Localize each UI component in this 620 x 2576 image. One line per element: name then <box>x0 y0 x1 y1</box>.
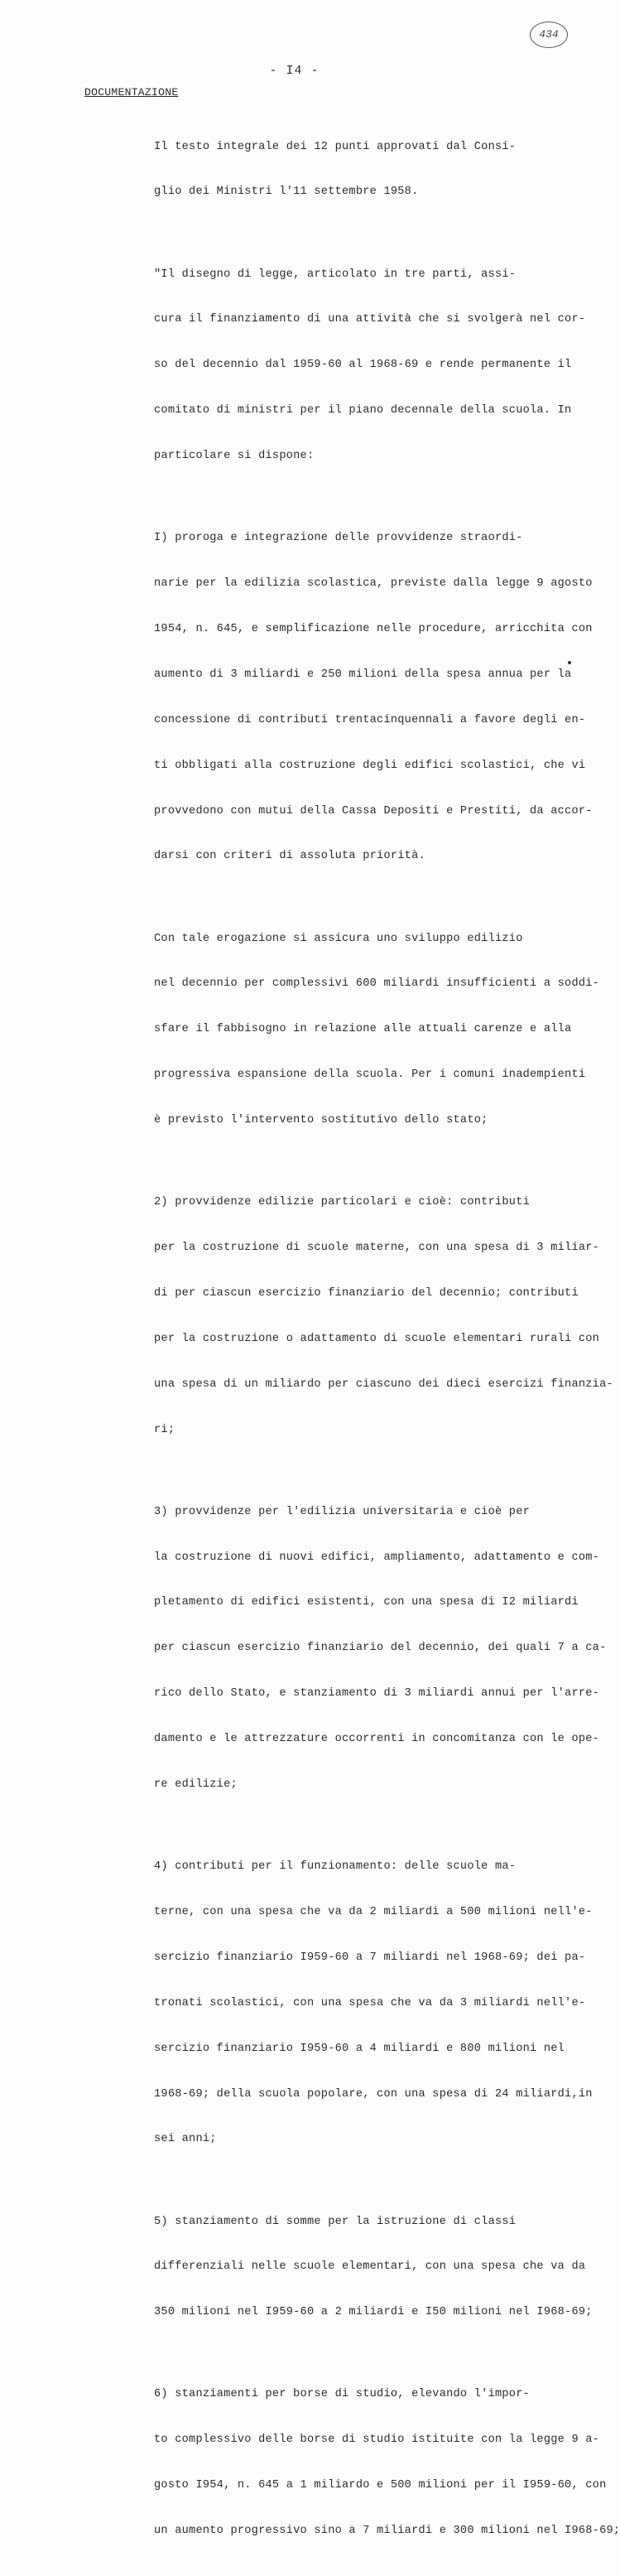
paragraph-point-6 <box>84 2357 620 2569</box>
text-line: è previsto l'intervento sostitutivo dello stato; <box>154 1114 488 1127</box>
text-line: to complessivo delle borse di studio istituite con la legge 9 a- <box>154 2434 600 2447</box>
text-line: particolare si dispone: <box>154 450 315 463</box>
paragraph-intro <box>84 109 581 230</box>
text-line: cura il finanziamento di una attività che si svolgerà nel cor- <box>154 313 586 326</box>
text-line: rico dello Stato, e stanziamento di 3 miliardi annui per l'arre- <box>154 1687 600 1700</box>
text-line: Il testo integrale dei 12 punti approvati dal Consi- <box>154 140 517 153</box>
text-line: 2) provvidenze edilizie particolari e cioè: contributi <box>154 1196 531 1209</box>
text-line: tronati scolastici, con una spesa che va da 3 miliardi nell'e- <box>154 1996 586 2009</box>
text-line: una spesa di un miliardo per ciascuno dei dieci esercizi finanzia- <box>154 1377 613 1391</box>
text-line: ti obbligati alla costruzione degli edifici scolastici, che vi <box>154 759 586 772</box>
page-number: - I4 - <box>269 64 320 78</box>
ink-dot <box>568 661 571 664</box>
text-line: sei anni; <box>154 2133 217 2146</box>
text-line: 350 milioni nel I959-60 a 2 miliardi e I50 milioni nel I968-69; <box>154 2306 593 2319</box>
archive-stamp: 434 <box>530 22 568 48</box>
text-line: 5) stanziamento di somme per la istruzione di classi <box>154 2215 517 2228</box>
text-line: progressiva espansione della scuola. Per i comuni inadempienti <box>154 1069 586 1082</box>
section-heading: DOCUMENTAZIONE <box>84 86 179 99</box>
text-line: provvedono con mutui della Cassa Depositi e Prestiti, da accor- <box>154 804 593 818</box>
text-line: darsi con criteri di assoluta priorità. <box>154 850 425 863</box>
text-line: glio dei Ministri l'11 settembre 1958. <box>154 186 419 199</box>
text-line: 1968-69; della scuola popolare, con una spesa di 24 miliardi,in <box>154 2087 593 2101</box>
text-line: di per ciascun esercizio finanziario del decennio; contributi <box>154 1286 579 1300</box>
text-line: aumento di 3 miliardi e 250 milioni della spesa annua per la <box>154 668 572 681</box>
text-line: 4) contributi per il funzionamento: delle scuole ma- <box>154 1860 517 1874</box>
text-line: re edilizie; <box>154 1778 238 1792</box>
text-line: narie per la edilizia scolastica, previste dalla legge 9 agosto <box>154 577 593 591</box>
text-line: gosto I954, n. 645 a 1 miliardo e 500 milioni per il I959-60, con <box>154 2479 607 2492</box>
text-line: sfare il fabbisogno in relazione alle attuali carenze e alla <box>154 1023 572 1036</box>
text-line: terne, con una spesa che va da 2 miliardi a 500 milioni nell'e- <box>154 1906 593 1918</box>
text-line: pletamento di edifici esistenti, con una spesa di I2 miliardi <box>154 1596 579 1609</box>
paragraph-point-3 <box>84 1474 607 1823</box>
paragraph-edilizio <box>84 901 600 1159</box>
text-line: 6) stanziamenti per borse di studio, elevando l'impor- <box>154 2388 531 2401</box>
paragraph-point-1 <box>84 501 593 895</box>
text-line: nel decennio per complessivi 600 miliardi insufficienti a soddi- <box>154 977 600 991</box>
text-line: concessione di contributi trentacinquennali a favore degli en- <box>154 713 586 726</box>
text-line: sercizio finanziario I959-60 a 7 miliardi nel 1968-69; dei pa- <box>154 1951 586 1964</box>
text-line: I) proroga e integrazione delle provvidenze straordi- <box>154 532 523 545</box>
paragraph-quote-opening <box>84 237 586 494</box>
text-line: differenziali nelle scuole elementari, con una spesa che va da <box>154 2260 586 2274</box>
text-line: Con tale erogazione si assicura uno sviluppo edilizio <box>154 932 523 945</box>
text-line: per la costruzione di scuole materne, con una spesa di 3 miliar- <box>154 1242 600 1255</box>
text-line: per la costruzione o adattamento di scuole elementari rurali con <box>154 1332 600 1345</box>
text-line: per ciascun esercizio finanziario del decennio, dei quali 7 a ca- <box>154 1642 607 1655</box>
paragraph-point-5 <box>84 2184 593 2351</box>
text-line: la costruzione di nuovi edifici, ampliamento, adattamento e com- <box>154 1551 600 1564</box>
text-line: 1954, n. 645, e semplificazione nelle procedure, arricchita con <box>154 622 593 635</box>
text-line: sercizio finanziario I959-60 a 4 miliardi e 800 milioni nel <box>154 2042 565 2055</box>
text-line: 3) provvidenze per l'edilizia universitaria e cioè per <box>154 1505 531 1518</box>
paragraph-point-4 <box>84 1830 593 2178</box>
text-line: un aumento progressivo sino a 7 miliardi e 300 milioni nel I968-69; <box>154 2525 620 2538</box>
text-line: so del decennio dal 1959-60 al 1968-69 e rende permanente il <box>154 359 572 372</box>
document-body <box>84 109 620 2576</box>
text-line: comitato di ministri per il piano decennale della scuola. In <box>154 404 572 417</box>
text-line: "Il disegno di legge, articolato in tre parti, assi- <box>154 268 517 281</box>
text-line: ri; <box>154 1423 175 1436</box>
paragraph-point-2 <box>84 1165 613 1469</box>
text-line: damento e le attrezzature occorrenti in concomitanza con le ope- <box>154 1733 600 1746</box>
